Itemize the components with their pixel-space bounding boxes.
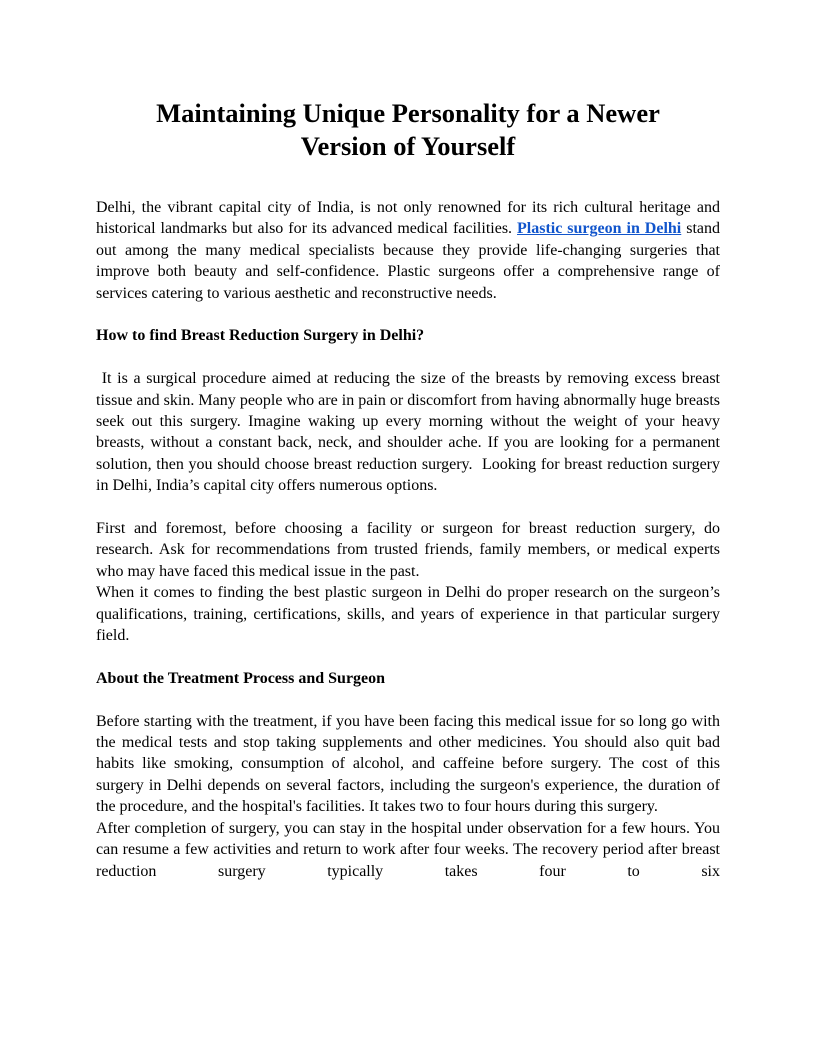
plastic-surgeon-link[interactable]: Plastic surgeon in Delhi (517, 220, 682, 238)
intro-text-after-link: stand out among the many medical specialists because they provide life-changing surgeries that improve both beauty and self-confidence. Plastic surgeons offer a comprehensive range of services catering to various aesthetic and reconstructive needs. (96, 220, 721, 302)
research-paragraph: First and foremost, before choosing a facility or surgeon for breast reduction surgery, do research. Ask for recommendations from trusted friends, family members, or medical experts who may have faced this medical issue in the past. (96, 520, 720, 580)
section-heading-treatment-process: About the Treatment Process and Surgeon (96, 669, 386, 687)
recovery-paragraph: After completion of surgery, you can stay in the hospital under observation for a few hours. You can resume a few activities and return to work after four weeks. The recovery period after breast reduction surgery typically takes four to six (96, 819, 720, 880)
surgeon-research-paragraph: When it comes to finding the best plastic surgeon in Delhi do proper research on the surgeon’s qualifications, training, certifications, skills, and years of experience in that particular surgery field. (96, 584, 720, 645)
procedure-paragraph: It is a surgical procedure aimed at reducing the size of the breasts by removing excess breast tissue and skin. Many people who are in pain or discomfort from having abnormally huge breasts seek out this surgery. Imagine waking up every morning without the weight of your heavy breasts, without a constant back, neck, and shoulder ache. If you are looking for a permanent solution, then you should choose breast reduction surgery. Looking for breast reduction surgery in Delhi, India’s capital city offers numerous options. (96, 370, 725, 495)
title-line-2: Version of Yourself (300, 131, 516, 161)
treatment-paragraph: Before starting with the treatment, if you have been facing this medical issue for so long go with the medical tests and stop taking supplements and other medicines. You should also quit bad habits like smoking, consumption of alcohol, and caffeine before surgery. The cost of this surgery in Delhi depends on several factors, including the surgeon's experience, the duration of the procedure, and the hospital's facilities. It takes two to four hours during this surgery. (96, 712, 720, 816)
intro-text-before-link: Delhi, the vibrant capital city of India, is not only renowned for its rich cultural heritage and historical landmarks but also for its advanced medical facilities. (96, 199, 720, 238)
section-heading-breast-reduction: How to find Breast Reduction Surgery in Delhi? (96, 327, 425, 345)
intro-paragraph (96, 197, 720, 304)
title-line-1: Maintaining Unique Personality for a Newer (156, 98, 660, 128)
page-title (96, 97, 720, 163)
